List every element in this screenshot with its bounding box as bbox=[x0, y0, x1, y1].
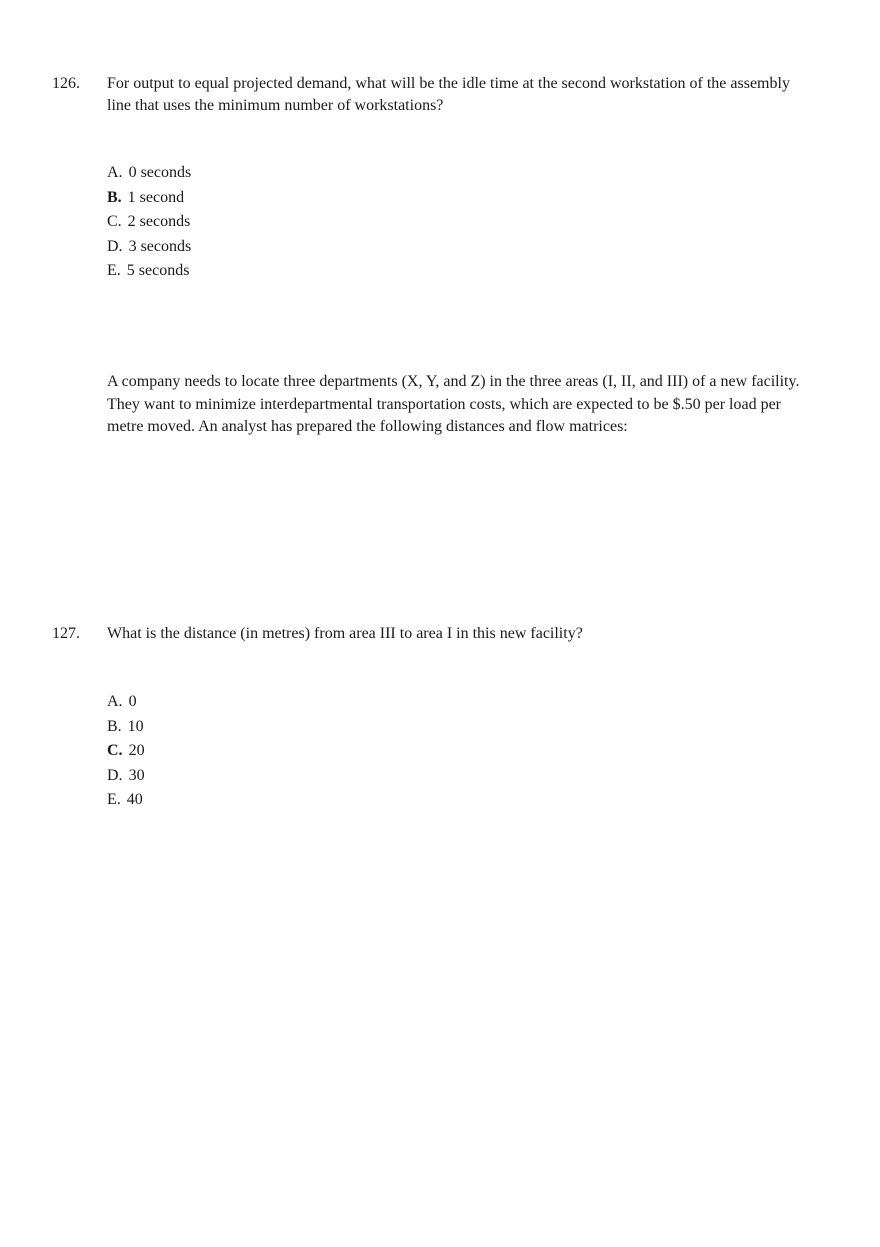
option-d bbox=[107, 764, 145, 789]
answer-options bbox=[107, 690, 145, 813]
option-letter: C. bbox=[107, 742, 123, 759]
option-d bbox=[107, 235, 191, 260]
option-text: 3 seconds bbox=[128, 237, 192, 255]
option-text: 20 bbox=[128, 742, 145, 759]
option-letter: E. bbox=[107, 791, 121, 808]
option-c bbox=[107, 739, 145, 764]
option-a bbox=[107, 161, 191, 186]
option-text: 30 bbox=[128, 766, 145, 784]
question-text: What is the distance (in metres) from area III to area I in this new facility? bbox=[107, 625, 583, 642]
option-text: 10 bbox=[127, 717, 144, 735]
option-text: 0 bbox=[128, 693, 137, 710]
option-letter: B. bbox=[107, 717, 122, 735]
option-b bbox=[107, 715, 145, 740]
option-letter: C. bbox=[107, 213, 122, 230]
option-letter: A. bbox=[107, 164, 123, 181]
option-text: 1 second bbox=[127, 188, 185, 206]
option-e bbox=[107, 259, 191, 284]
option-letter: B. bbox=[107, 188, 122, 206]
option-letter: E. bbox=[107, 262, 121, 279]
question-number: 126. bbox=[52, 75, 80, 92]
option-b bbox=[107, 186, 191, 211]
answer-options bbox=[107, 161, 191, 284]
option-text: 0 seconds bbox=[128, 164, 192, 181]
option-e bbox=[107, 788, 145, 813]
option-a bbox=[107, 690, 145, 715]
question-number: 127. bbox=[52, 625, 80, 642]
option-letter: D. bbox=[107, 766, 123, 784]
option-c bbox=[107, 210, 191, 235]
option-text: 40 bbox=[126, 791, 143, 808]
question-text: For output to equal projected demand, what will be the idle time at the second workstation of the assembly line that uses the minimum number of workstations? bbox=[107, 75, 790, 114]
option-letter: D. bbox=[107, 237, 123, 255]
option-letter: A. bbox=[107, 693, 123, 710]
option-text: 2 seconds bbox=[127, 213, 191, 230]
passage-text: A company needs to locate three departments (X, Y, and Z) in the three areas (I, II, and III) of a new facility. They want to minimize interdepartmental transportation costs, which are expected to be $.50 per load per metre moved. An analyst has prepared the following distances and flow matrices: bbox=[107, 373, 800, 435]
option-text: 5 seconds bbox=[126, 262, 190, 279]
